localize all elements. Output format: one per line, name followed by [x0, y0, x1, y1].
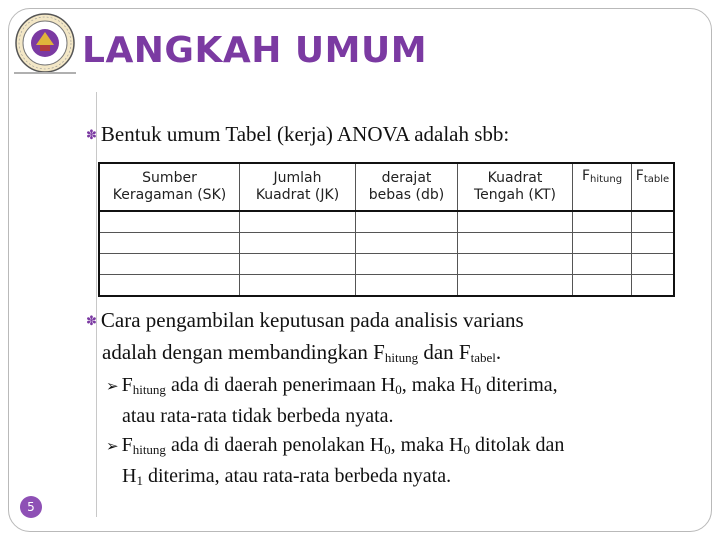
header-rule [14, 72, 76, 74]
bullet-text: Bentuk umum Tabel (kerja) ANOVA adalah sbb: [100, 122, 510, 146]
arrow-icon: ➢ [106, 437, 119, 455]
sub-bullet-accept: ➢ $F_{hitung}$ ada di daerah penerimaan $H_0$, maka $H_0$ diterima, atau rata-rata tidak berbeda nyata. [106, 374, 558, 427]
anova-table [98, 162, 675, 297]
table-row [99, 233, 674, 254]
university-logo [14, 12, 76, 74]
bullet-decision: ✽ Cara pengambilan keputusan pada analisis varians adalah dengan membandingkan $F_{hitung}$ dan $F_{tabel}$. [86, 308, 524, 365]
content-divider [96, 92, 97, 517]
header-db: derajat bebas (db) [356, 163, 458, 211]
table-row [99, 211, 674, 233]
header-jk: Jumlah Kuadrat (JK) [240, 163, 356, 211]
bullet-table-intro [86, 120, 509, 152]
table-header-row [99, 163, 674, 211]
page-number-badge: 5 [20, 496, 42, 518]
arrow-icon: ➢ [106, 377, 119, 395]
sub-bullet-reject: ➢ $F_{hitung}$ ada di daerah penolakan $H_0$, maka $H_0$ ditolak dan $H_1$ diterima, atau rata-rata berbeda nyata. [106, 434, 565, 488]
table-row [99, 254, 674, 275]
header-sk: Sumber Keragaman (SK) [99, 163, 240, 211]
bullet-icon: ✽ [86, 128, 97, 143]
header-ftable: Ftable [632, 163, 675, 211]
header-fhitung: Fhitung [573, 163, 632, 211]
slide-title: LANGKAH UMUM [82, 30, 428, 71]
table-row [99, 275, 674, 297]
bullet-icon: ✽ [86, 314, 97, 329]
header-kt: Kuadrat Tengah (KT) [458, 163, 573, 211]
